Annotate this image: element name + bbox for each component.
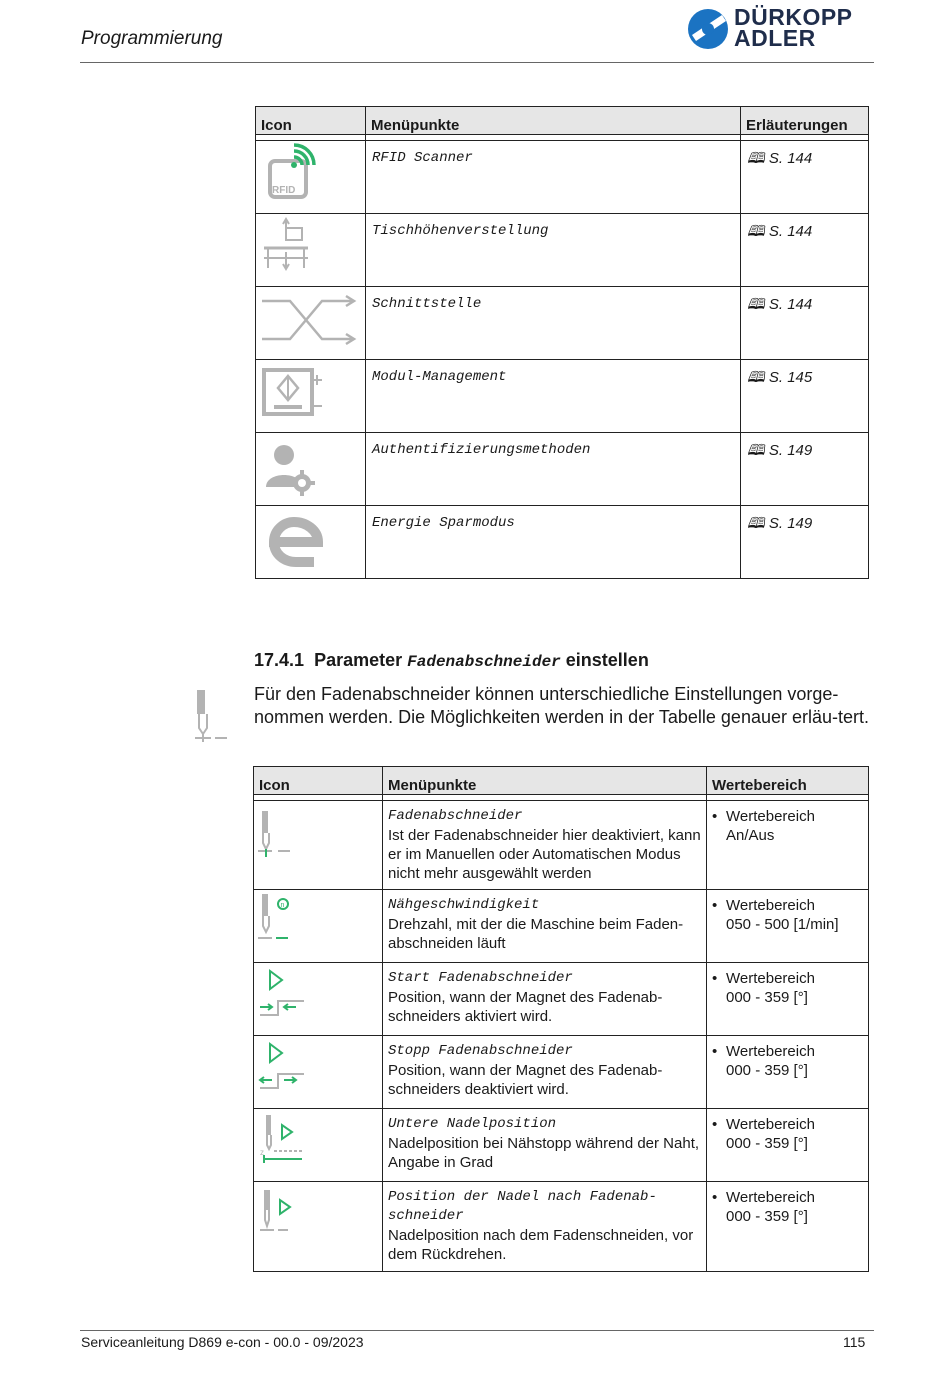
cutter-start-icon	[254, 963, 314, 1023]
speed-icon	[254, 890, 314, 950]
cutter-stop-icon	[254, 1036, 314, 1096]
table-row: Stopp Fadenabschneider Position, wann der Magnet des Fadenab-schneiders deaktiviert wird. • Wertebereich 000 - 359 [°]	[254, 1036, 869, 1109]
menu-item: RFID Scanner	[366, 141, 741, 214]
menu-item-desc: Position, wann der Magnet des Fadenab-schneiders aktiviert wird.	[388, 989, 663, 1025]
duerkopp-adler-logo	[686, 4, 871, 55]
table-row: Position der Nadel nach Fadenab-schneider Nadelposition nach dem Fadenschneiden, vor dem Rückdrehen. • Wertebereich 000 - 359 [°]	[254, 1182, 869, 1272]
menu-item-desc: Ist der Fadenabschneider hier deaktiviert, kann er im Manuellen oder Automatischen Modus nicht mehr ausgewählt werden	[388, 827, 701, 882]
col-header-menu: Menüpunkte	[366, 107, 741, 135]
menu-item: Authentifizierungsmethoden	[366, 433, 741, 506]
table-height-icon	[256, 214, 364, 280]
range-label: Wertebereich	[726, 1189, 815, 1206]
menu-item-desc: Nadelposition bei Nähstopp während der Naht, Angabe in Grad	[388, 1135, 700, 1171]
menu-table-2	[253, 766, 869, 1272]
svg-text:n: n	[280, 902, 285, 909]
table-row: Start Fadenabschneider Position, wann der Magnet des Fadenab-schneiders aktiviert wird. • Wertebereich 000 - 359 [°]	[254, 963, 869, 1036]
table-row	[256, 214, 869, 287]
menu-item: Schnittstelle	[366, 287, 741, 360]
range-label: Wertebereich	[726, 897, 815, 914]
sewing-needle-icon	[191, 688, 231, 744]
needle-low-icon	[254, 1109, 314, 1169]
section-number: 17.4.1	[254, 650, 305, 670]
range-value: 000 - 359 [°]	[726, 1062, 808, 1079]
menu-item: Modul-Management	[366, 360, 741, 433]
table-row: z Untere Nadelposition Nadelposition bei Nähstopp während der Naht, Angabe in Grad • Wertebereich 000 - 359 [°]	[254, 1109, 869, 1182]
menu-item-desc: Nadelposition nach dem Fadenschneiden, vor dem Rückdrehen.	[388, 1227, 694, 1263]
col-header-range: Wertebereich	[707, 767, 869, 795]
table-header-row	[254, 767, 869, 795]
range-value: 000 - 359 [°]	[726, 989, 808, 1006]
menu-item: Tischhöhenverstellung	[366, 214, 741, 287]
book-icon: 🕮	[747, 369, 769, 386]
book-icon: 🕮	[747, 223, 769, 240]
range-value: 000 - 359 [°]	[726, 1208, 808, 1225]
menu-item-name: Fadenabschneider	[388, 808, 523, 824]
page-ref: S. 144	[768, 296, 813, 313]
section-title-suffix: einstellen	[565, 650, 649, 670]
range-value: 050 - 500 [1/min]	[726, 916, 839, 933]
section-title-prefix: Parameter	[314, 650, 403, 670]
table-row	[256, 141, 869, 214]
table-row	[256, 360, 869, 433]
book-icon: 🕮	[747, 442, 769, 459]
module-icon	[256, 360, 364, 426]
book-icon: 🕮	[747, 296, 769, 313]
section-body-text: Für den Fadenabschneider können unterschiedliche Einstellungen vorge-nommen werden. Die Möglichkeiten werden in der Tabelle genauer erläu-tert.	[254, 684, 870, 727]
col-header-ref: Erläuterungen	[741, 107, 869, 135]
thread-cutter-icon	[254, 801, 314, 865]
table-row	[256, 433, 869, 506]
page-ref: S. 144	[768, 150, 813, 167]
footer-page-number: 115	[843, 1334, 866, 1350]
col-header-icon: Icon	[254, 767, 383, 795]
svg-text:z: z	[260, 1148, 264, 1157]
menu-item-name: Nähgeschwindigkeit	[388, 897, 540, 913]
user-gear-icon	[256, 433, 364, 499]
range-label: Wertebereich	[726, 808, 815, 825]
table-row: Fadenabschneider Ist der Fadenabschneider hier deaktiviert, kann er im Manuellen oder Automatischen Modus nicht mehr ausgewählt werden • Wertebereich An/Aus	[254, 801, 869, 890]
menu-item-name: Start Fadenabschneider	[388, 970, 573, 986]
section-heading	[254, 650, 649, 671]
section-title-param: Fadenabschneider	[407, 653, 561, 671]
logo-line2: ADLER	[734, 25, 816, 51]
table-row	[256, 287, 869, 360]
footer-document-title: Serviceanleitung D869 e-con - 00.0 - 09/2023	[81, 1334, 364, 1350]
interface-icon	[256, 287, 364, 353]
book-icon: 🕮	[747, 150, 769, 167]
range-label: Wertebereich	[726, 1116, 815, 1133]
table-row	[256, 506, 869, 579]
page-ref: S. 149	[768, 515, 813, 532]
range-value: An/Aus	[726, 827, 775, 844]
page-ref: S. 149	[768, 442, 813, 459]
menu-item-name: Untere Nadelposition	[388, 1116, 557, 1132]
table-header-row	[256, 107, 869, 135]
menu-item-desc: Position, wann der Magnet des Fadenab-schneiders deaktiviert wird.	[388, 1062, 663, 1098]
logo-line1: DÜRKOPP	[734, 4, 853, 30]
menu-item-name: Stopp Fadenabschneider	[388, 1043, 573, 1059]
menu-item-name: Position der Nadel nach Fadenab-schneider	[388, 1189, 657, 1224]
menu-item-desc: Drehzahl, mit der die Maschine beim Faden-abschneiden läuft	[388, 916, 684, 952]
needle-after-cut-icon	[254, 1182, 314, 1242]
page-ref: S. 145	[768, 369, 813, 386]
page-ref: S. 144	[768, 223, 813, 240]
rfid-icon	[256, 141, 364, 207]
range-value: 000 - 359 [°]	[726, 1135, 808, 1152]
book-icon: 🕮	[747, 515, 769, 532]
table-row: n Nähgeschwindigkeit Drehzahl, mit der die Maschine beim Faden-abschneiden läuft • Wertebereich 050 - 500 [1/min]	[254, 890, 869, 963]
logo-mark-icon	[686, 7, 732, 51]
header-rule	[80, 62, 874, 63]
col-header-menu: Menüpunkte	[383, 767, 707, 795]
menu-item: Energie Sparmodus	[366, 506, 741, 579]
menu-table-1	[255, 106, 869, 579]
footer-rule	[80, 1330, 874, 1331]
range-label: Wertebereich	[726, 1043, 815, 1060]
range-label: Wertebereich	[726, 970, 815, 987]
svg-text:RFID: RFID	[272, 185, 296, 196]
page-header-title: Programmierung	[81, 28, 223, 49]
col-header-icon: Icon	[256, 107, 366, 135]
energy-icon	[256, 506, 364, 572]
